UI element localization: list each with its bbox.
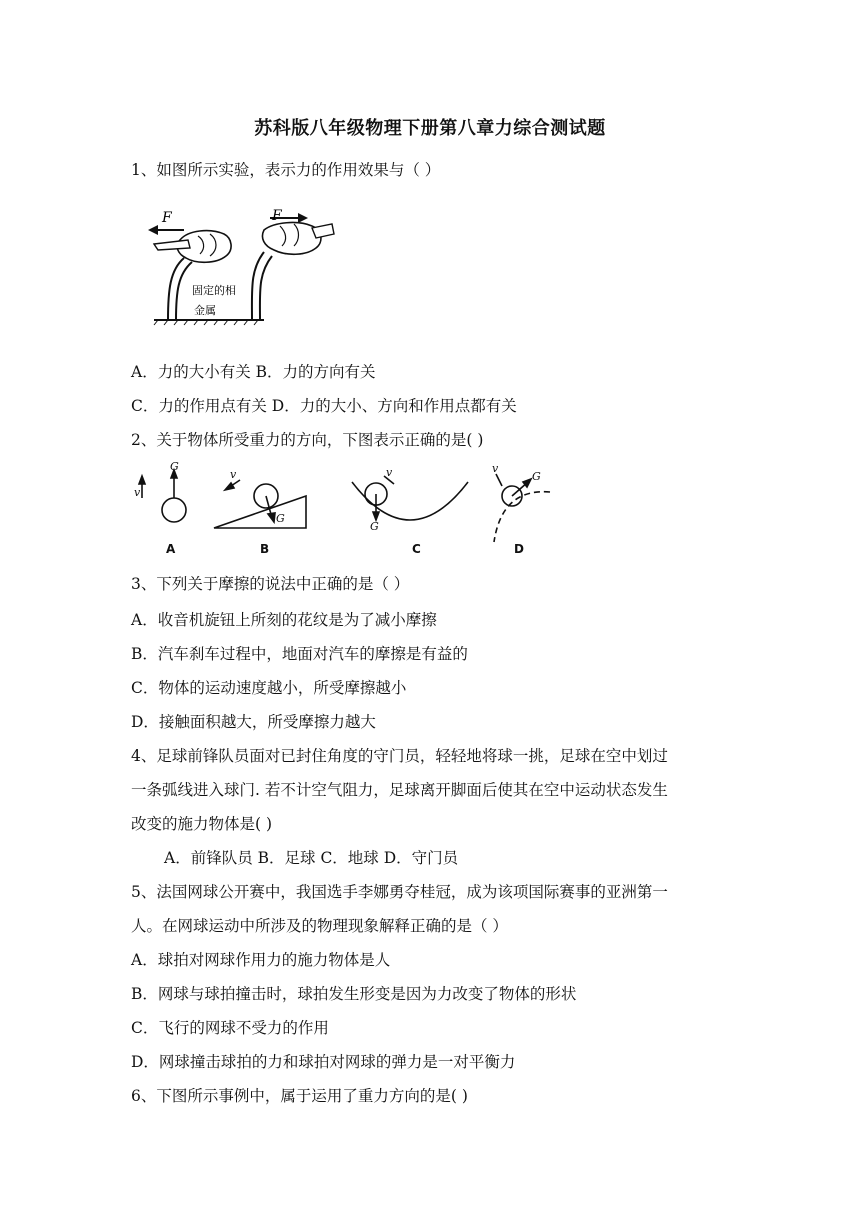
question-4-stem-line-1: 4、足球前锋队员面对已封住角度的守门员，轻轻地将球一挑，足球在空中划过 — [131, 747, 668, 765]
question-3-option-d: D．接触面积越大，所受摩擦力越大 — [131, 713, 376, 731]
question-1-figure — [140, 200, 340, 330]
velocity-label-b: v — [230, 468, 237, 481]
velocity-label-a: v — [134, 486, 141, 499]
gravity-label-a: G — [170, 460, 179, 473]
diagram-label-c: C — [412, 542, 421, 556]
question-3-option-a: A．收音机旋钮上所刻的花纹是为了减小摩擦 — [131, 611, 437, 629]
question-1-option-row-1: A．力的大小有关 B．力的方向有关 — [131, 363, 376, 381]
gravity-label-b: G — [276, 512, 285, 525]
question-3-option-c: C．物体的运动速度越小，所受摩擦越小 — [131, 679, 407, 697]
velocity-label-c: v — [386, 466, 393, 479]
question-4-options: A．前锋队员 B．足球 C．地球 D．守门员 — [164, 849, 459, 867]
gravity-label-d: G — [532, 470, 541, 483]
figure-caption-line1: 固定的相 — [192, 285, 236, 297]
diagram-label-b: B — [260, 542, 270, 556]
question-2-figure — [130, 458, 570, 562]
gravity-label-c: G — [370, 520, 379, 533]
question-5-option-d: D．网球撞击球拍的力和球拍对网球的弹力是一对平衡力 — [131, 1053, 516, 1071]
page-title: 苏科版八年级物理下册第八章力综合测试题 — [254, 118, 606, 139]
question-5-option-c: C．飞行的网球不受力的作用 — [131, 1019, 329, 1037]
force-label-right: F — [272, 208, 282, 224]
diagram-label-d: D — [514, 542, 524, 556]
question-1-stem: 1、如图所示实验，表示力的作用效果与（ ） — [131, 161, 441, 179]
question-5-option-b: B．网球与球拍撞击时，球拍发生形变是因为力改变了物体的形状 — [131, 985, 577, 1003]
question-5-option-a: A．球拍对网球作用力的施力物体是人 — [131, 951, 391, 969]
question-4-stem-line-3: 改变的施力物体是( ) — [131, 815, 273, 833]
question-4-stem-line-2: 一条弧线进入球门. 若不计空气阻力，足球离开脚面后使其在空中运动状态发生 — [131, 781, 668, 799]
diagram-label-a: A — [166, 542, 176, 556]
question-3-stem: 3、下列关于摩擦的说法中正确的是（ ） — [131, 575, 410, 593]
question-5-stem-line-2: 人。在网球运动中所涉及的物理现象解释正确的是（ ） — [131, 917, 508, 935]
question-3-option-b: B．汽车刹车过程中，地面对汽车的摩擦是有益的 — [131, 645, 468, 663]
force-label-left: F — [162, 210, 172, 226]
gravity-direction-diagrams — [130, 458, 570, 562]
figure-caption-line2: 金属 — [194, 305, 216, 317]
question-5-stem-line-1: 5、法国网球公开赛中，我国选手李娜勇夺桂冠，成为该项国际赛事的亚洲第一 — [131, 883, 668, 901]
velocity-label-d: v — [492, 462, 499, 475]
question-6-stem: 6、下图所示事例中，属于运用了重力方向的是( ) — [131, 1087, 468, 1105]
question-1-option-row-2: C．力的作用点有关 D．力的大小、方向和作用点都有关 — [131, 397, 517, 415]
bent-metal-strips-illustration — [140, 200, 340, 330]
question-2-stem: 2、关于物体所受重力的方向，下图表示正确的是( ) — [131, 431, 484, 449]
